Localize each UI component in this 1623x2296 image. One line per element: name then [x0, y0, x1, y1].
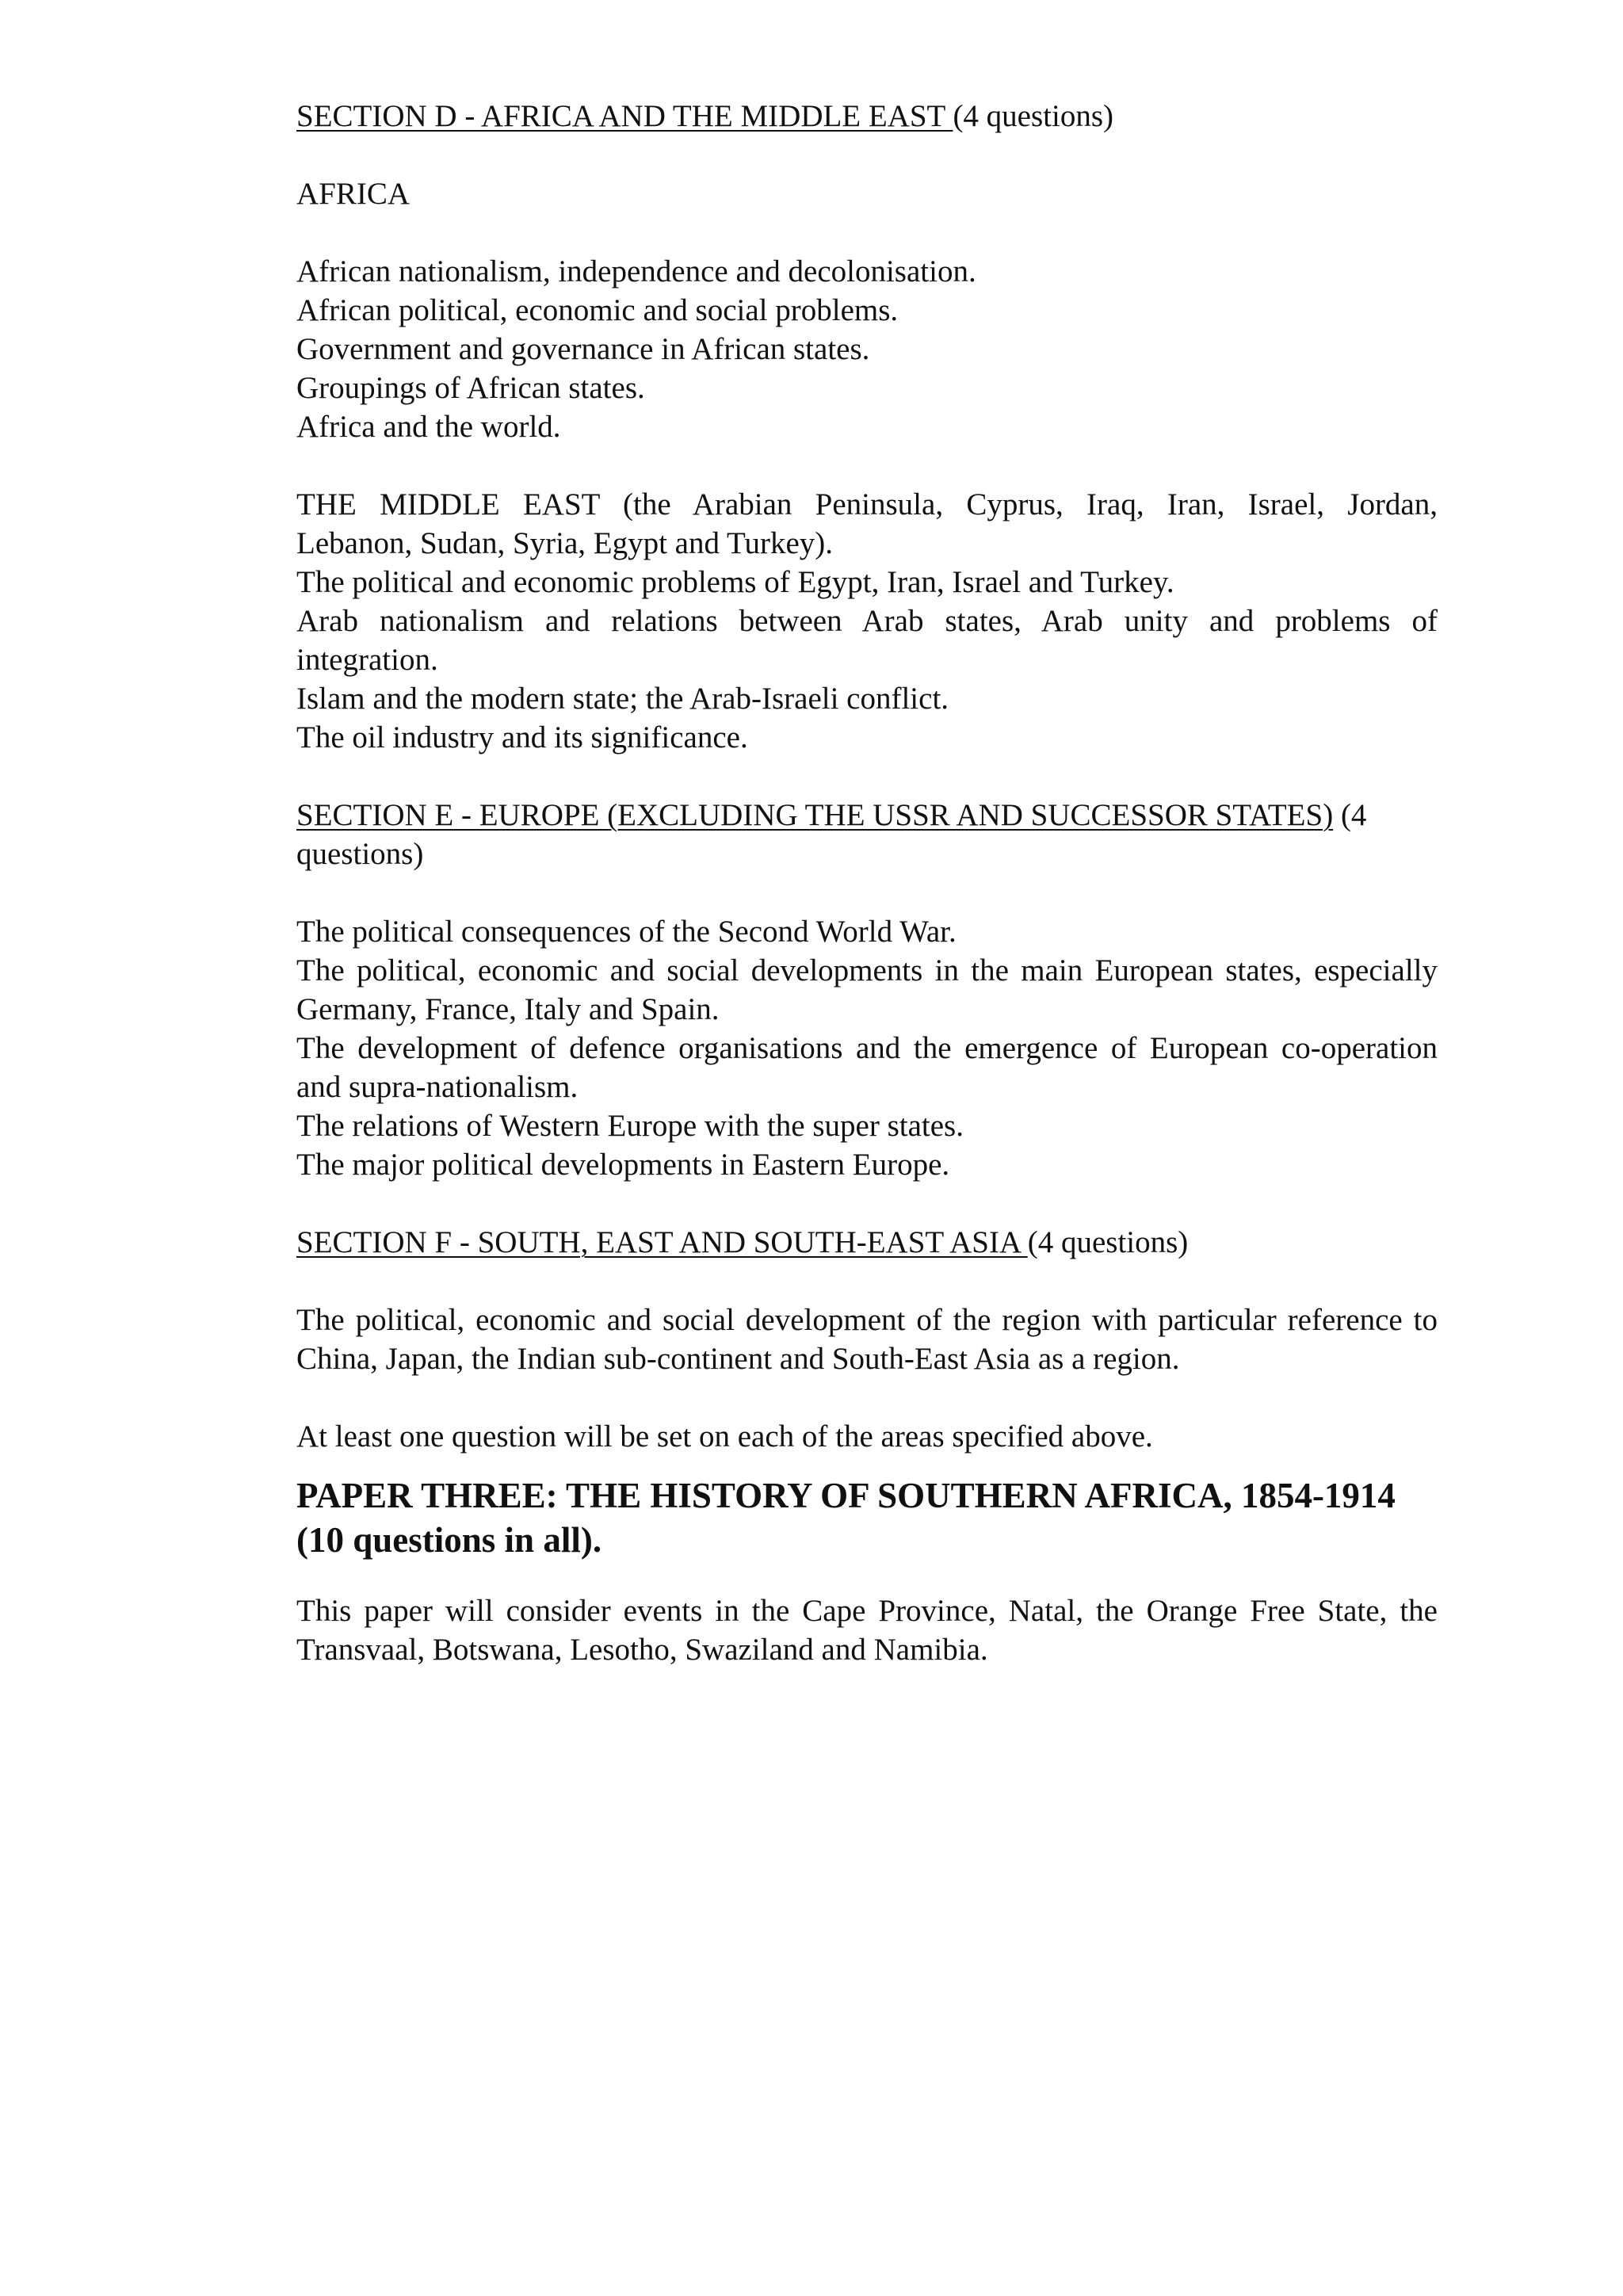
middle-east-block [296, 485, 1438, 757]
africa-topic: African nationalism, independence and decolonisation. [296, 254, 976, 288]
africa-topic: Government and governance in African states. [296, 332, 870, 366]
document-page [296, 97, 1438, 1669]
middle-east-arab-line2: integration. [296, 643, 438, 677]
africa-topic-list [296, 252, 1438, 446]
section-e-topic: Germany, France, Italy and Spain. [296, 992, 720, 1026]
middle-east-problems: The political and economic problems of Egypt, Iran, Israel and Turkey. [296, 565, 1174, 599]
section-e-heading-line [296, 796, 1438, 835]
middle-east-oil: The oil industry and its significance. [296, 720, 748, 755]
section-d-heading-line [296, 97, 1438, 136]
section-f-heading-line [296, 1223, 1438, 1262]
middle-east-intro-line1: THE MIDDLE EAST (the Arabian Peninsula, Cyprus, Iraq, Iran, Israel, Jordan, [296, 487, 1438, 521]
middle-east-arab-line1: Arab nationalism and relations between Arab states, Arab unity and problems of [296, 604, 1438, 638]
middle-east-intro-line2: Lebanon, Sudan, Syria, Egypt and Turkey). [296, 526, 834, 560]
paper-three-title [296, 1473, 1438, 1562]
section-e-topic: The relations of Western Europe with the super states. [296, 1109, 964, 1143]
section-d-heading: SECTION D - AFRICA AND THE MIDDLE EAST [296, 99, 953, 133]
africa-label: AFRICA [296, 177, 411, 211]
section-d-question-count: (4 questions) [953, 99, 1113, 133]
section-e-topic: The major political developments in Eastern Europe. [296, 1148, 950, 1182]
section-f-body-line1: The political, economic and social development of the region with particular reference to [296, 1303, 1438, 1337]
section-e-topic: The political consequences of the Second World War. [296, 915, 957, 949]
paper-three-body-line2: Transvaal, Botswana, Lesotho, Swaziland and Namibia. [296, 1633, 988, 1667]
section-e-topic-list [296, 912, 1438, 1184]
section-e-question-count-cont: questions) [296, 837, 424, 871]
section-e-topic: and supra-nationalism. [296, 1070, 579, 1104]
section-f-note: At least one question will be set on each of the areas specified above. [296, 1419, 1153, 1454]
middle-east-islam: Islam and the modern state; the Arab-Israeli conflict. [296, 682, 949, 716]
africa-topic: African political, economic and social problems. [296, 293, 899, 327]
africa-topic: Africa and the world. [296, 410, 561, 444]
section-f-question-count: (4 questions) [1027, 1225, 1189, 1259]
paper-three-title-line1: PAPER THREE: THE HISTORY OF SOUTHERN AFRICA, 1854-1914 [296, 1476, 1396, 1515]
paper-three-body-line1: This paper will consider events in the Cape Province, Natal, the Orange Free State, the [296, 1594, 1438, 1628]
section-e-topic: The development of defence organisations and the emergence of European co-operation [296, 1031, 1438, 1065]
section-f-heading: SECTION F - SOUTH, EAST AND SOUTH-EAST ASIA [296, 1225, 1028, 1259]
africa-topic: Groupings of African states. [296, 371, 645, 405]
section-e-question-count: (4 [1333, 798, 1367, 832]
paper-three-title-line2: (10 questions in all). [296, 1520, 602, 1560]
section-e-topic: The political, economic and social developments in the main European states, especially [296, 953, 1438, 988]
section-f-body-line2: China, Japan, the Indian sub-continent and South-East Asia as a region. [296, 1342, 1180, 1376]
section-e-heading: SECTION E - EUROPE (EXCLUDING THE USSR AND SUCCESSOR STATES) [296, 798, 1334, 832]
